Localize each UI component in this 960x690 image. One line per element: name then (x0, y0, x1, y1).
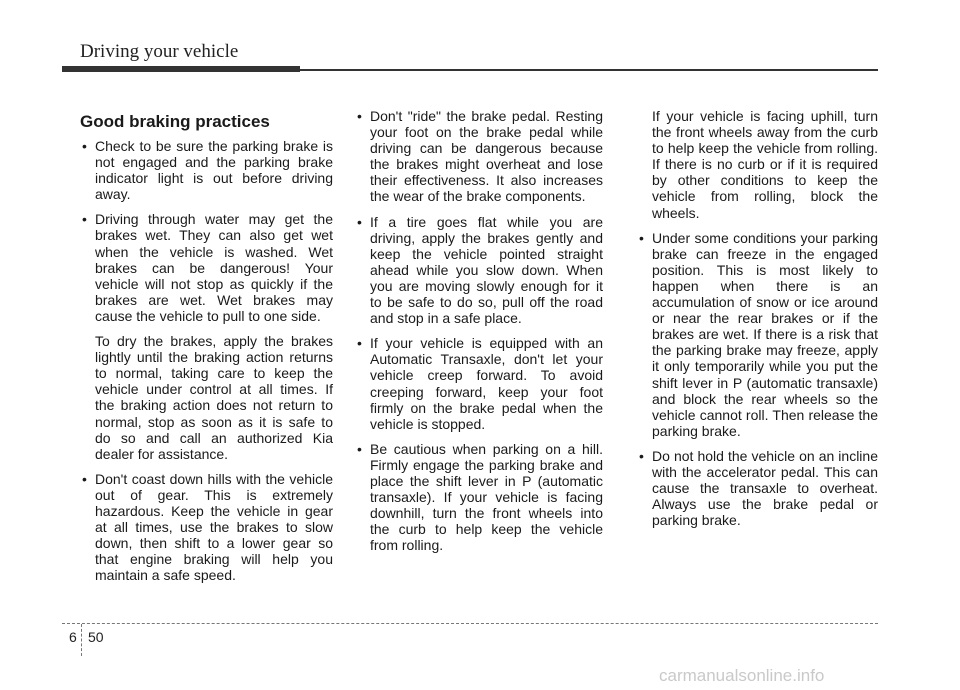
bullet-list-3 (637, 230, 878, 529)
footer-rule (62, 623, 878, 624)
footer-divider (81, 624, 82, 656)
list-item (80, 211, 333, 461)
column-3 (637, 108, 878, 537)
list-item-text: Don't coast down hills with the vehicle out of gear. This is extremely hazardous. Keep the vehicle in gear at all times, use the brakes to slow down, then shift to a lower gear so that engine braking will help you maintain a safe speed. (95, 470, 333, 584)
chapter-title: Driving your vehicle (80, 41, 239, 62)
list-item (355, 108, 603, 205)
list-item-text: If your vehicle is equipped with an Automatic Transaxle, don't let your vehicle creep forward. To avoid creeping forward, keep your foot firmly on the brake pedal when the vehicle is stopped. (370, 335, 603, 432)
list-item (355, 214, 603, 327)
section-number: 6 (69, 629, 77, 645)
list-item (637, 230, 878, 439)
list-item-text: Don't "ride" the brake pedal. Resting your foot on the brake pedal while driving can be dangerous because the brakes might overheat and lose their effectiveness. It also increases the wear of the brake components. (370, 108, 603, 205)
list-item-subparagraph: To dry the brakes, apply the brakes lightly until the braking action returns to normal, taking care to keep the vehicle under control at all times. If the braking action does not return to normal, stop as soon as it is safe to do so and call an authorized Kia dealer for assistance. (95, 333, 333, 462)
list-item (80, 138, 333, 202)
page-number: 50 (88, 629, 104, 645)
list-item (355, 335, 603, 432)
list-item-text: Do not hold the vehicle on an incline with the accelerator pedal. This can cause the transaxle to overheat. Always use the brake pedal or parking brake. (652, 447, 878, 529)
list-item (80, 471, 333, 584)
list-item-text: If a tire goes flat while you are driving, apply the brakes gently and keep the vehicle pointed straight ahead while you slow down. When you are moving slowly enough for it to be safe to do so, pull off the road and stop in a safe place. (370, 213, 603, 327)
header-rule-thick (62, 66, 300, 72)
bullet-list-1 (80, 138, 333, 583)
list-item (637, 448, 878, 528)
bullet-list-2 (355, 108, 603, 553)
column-2 (355, 108, 603, 562)
list-item (355, 441, 603, 554)
header-rule-thin (300, 69, 878, 71)
list-item-text: Be cautious when parking on a hill. Firmly engage the parking brake and place the shift lever in P (automatic transaxle). If your vehicle is facing downhill, turn the front wheels into the curb to help keep the vehicle from rolling. (370, 440, 603, 554)
list-item-text: Driving through water may get the brakes wet. They can also get wet when the vehicle is washed. Wet brakes can be dangerous! Your vehicle will not stop as quickly if the brakes are wet. Wet brakes may cause the vehicle to pull to one side. (95, 211, 333, 324)
column-1 (80, 108, 333, 592)
watermark: carmanualsonline.info (659, 666, 825, 685)
continuation-paragraph: If your vehicle is facing uphill, turn the front wheels away from the curb to help keep the vehicle from rolling. If there is no curb or if it is required by other conditions to keep the vehicle from rolling, block the wheels. (652, 108, 878, 221)
list-item-text: Under some conditions your parking brake can freeze in the engaged position. This is most likely to happen when there is an accumulation of snow or ice around or near the rear brakes or if the brakes are wet. If there is a risk that the parking brake may freeze, apply it only temporarily while you put the shift lever in P (automatic transaxle) and block the rear wheels so the vehicle cannot roll. Then release the parking brake. (652, 229, 878, 439)
section-heading: Good braking practices (80, 112, 270, 131)
list-item-text: Check to be sure the parking brake is not engaged and the parking brake indicator light is out before driving away. (95, 138, 333, 203)
